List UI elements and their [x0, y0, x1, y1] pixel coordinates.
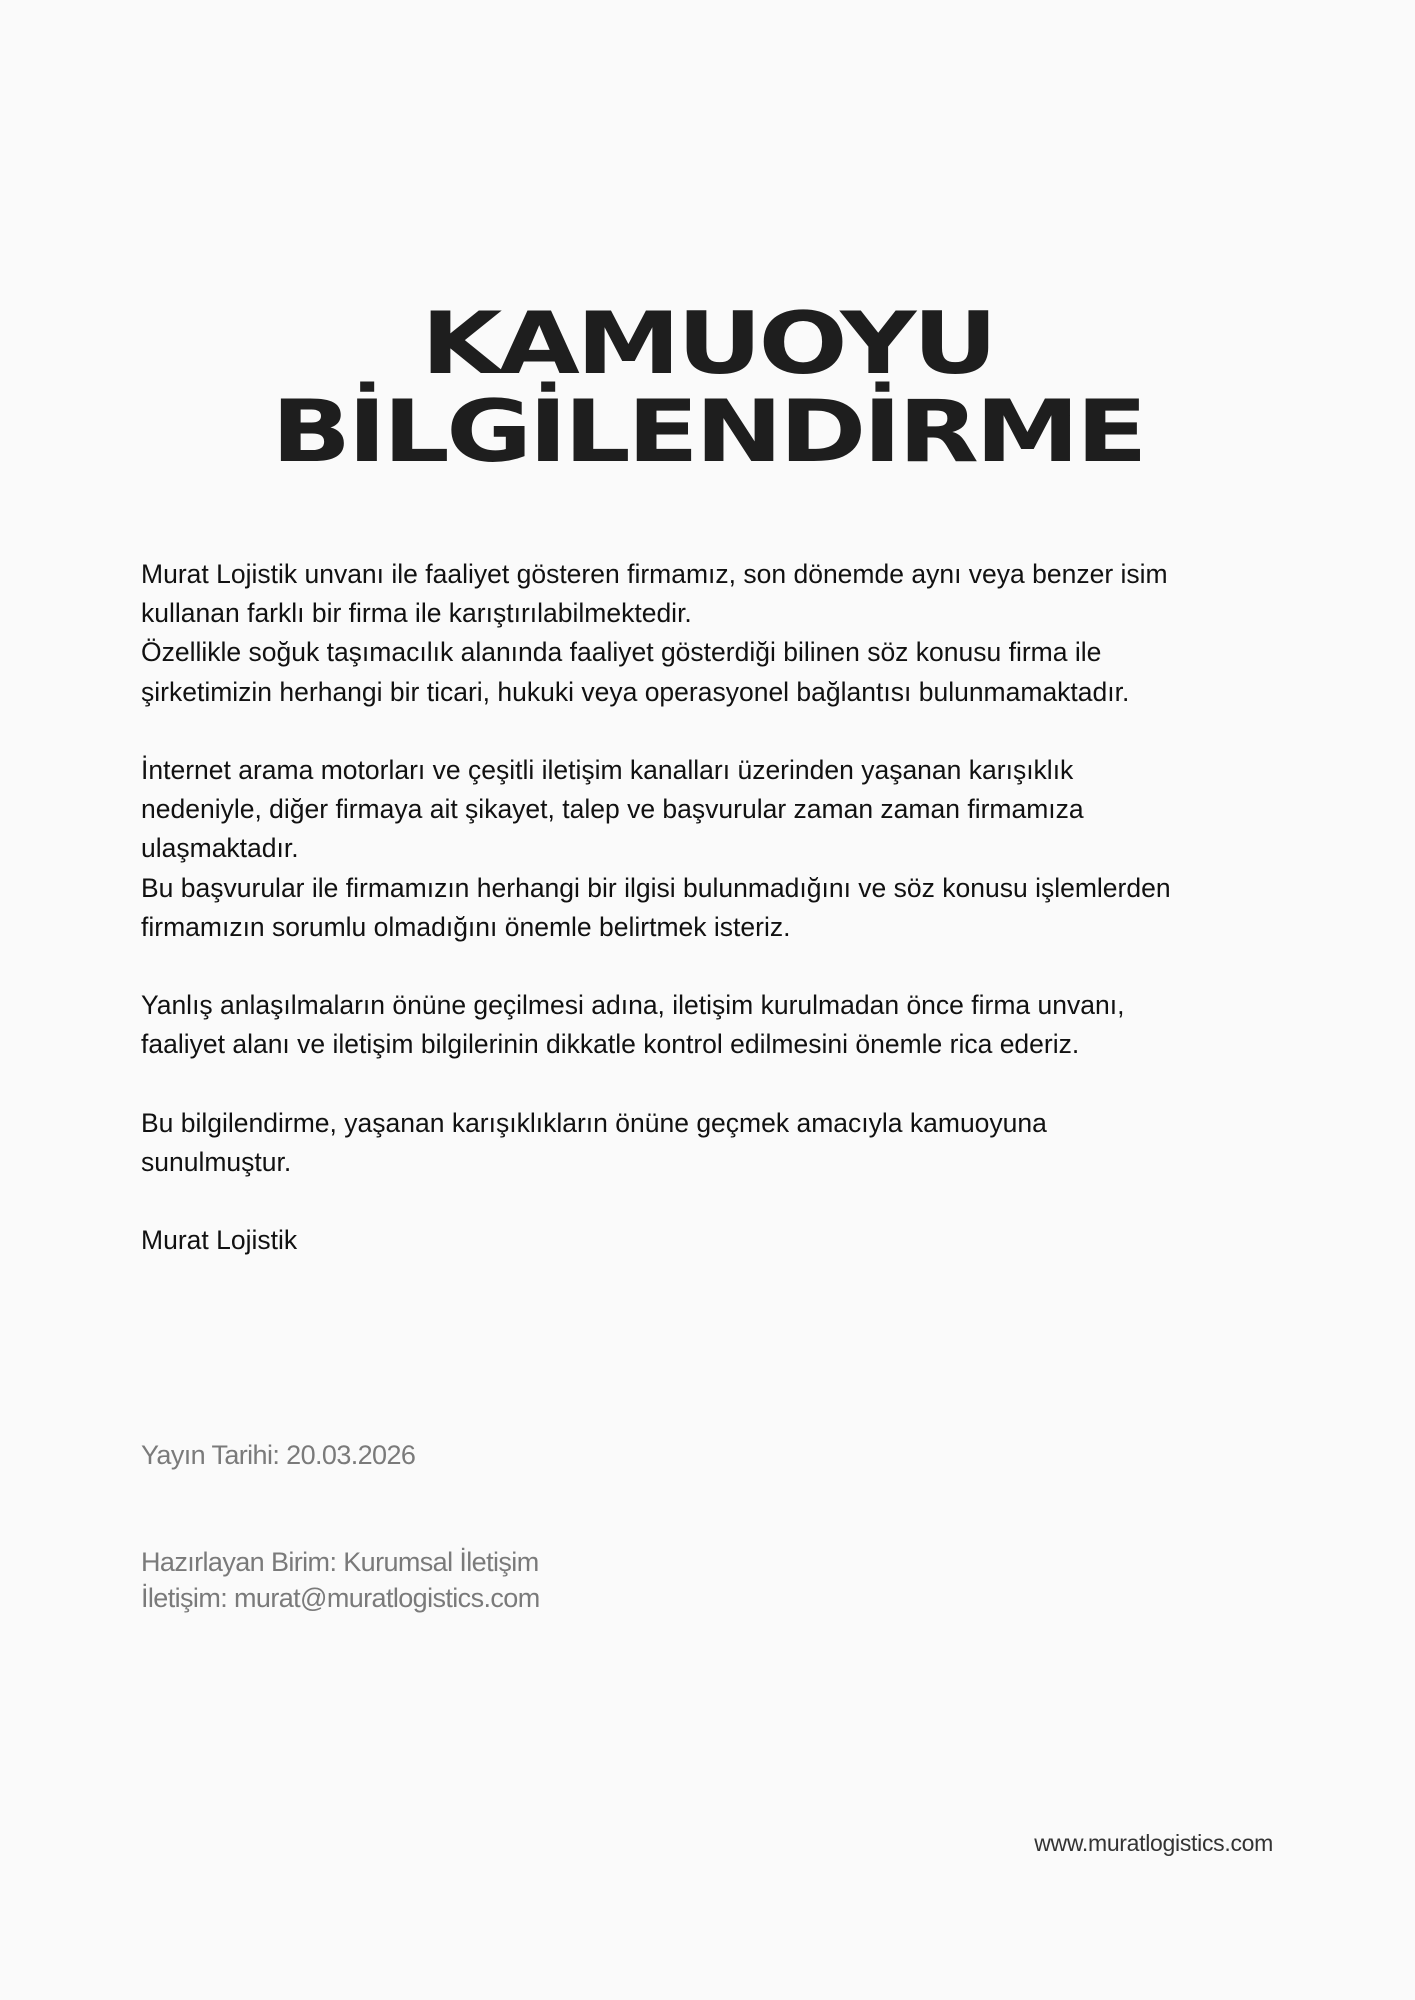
title-line-2: BİLGİLENDİRME	[271, 382, 1144, 482]
paragraph-line: Murat Lojistik unvanı ile faaliyet gösteren firmamız, son dönemde aynı veya benzer isim	[141, 559, 1168, 589]
paragraph-line: nedeniyle, diğer firmaya ait şikayet, talep ve başvurular zaman zaman firmamıza	[141, 794, 1084, 825]
document-body	[141, 555, 1291, 1300]
paragraph-line: Bu başvurular ile firmamızın herhangi bir ilgisi bulunmadığını ve söz konusu işlemlerden	[141, 872, 1171, 903]
paragraph-line: kullanan farklı bir firma ile karıştırılabilmektedir.	[141, 598, 692, 629]
contact-block	[141, 1544, 841, 1616]
paragraph-line: Yanlış anlaşılmaların önüne geçilmesi adına, iletişim kurulmadan önce firma unvanı,	[141, 990, 1125, 1021]
paragraph-line: ulaşmaktadır.	[141, 833, 299, 864]
paragraph-2	[141, 751, 1291, 947]
signature: Murat Lojistik	[141, 1225, 298, 1256]
paragraph-4	[141, 1104, 1291, 1182]
paragraph-line: firmamızın sorumlu olmadığını önemle belirtmek isteriz.	[141, 911, 791, 942]
website-link: www.muratlogistics.com	[1034, 1830, 1273, 1856]
paragraph-1	[141, 555, 1291, 712]
title-line-1: KAMUOYU	[421, 294, 995, 394]
paragraph-line: Özellikle soğuk taşımacılık alanında faaliyet gösterdiği bilinen söz konusu firma ile	[141, 637, 1102, 668]
publish-date: Yayın Tarihi: 20.03.2026	[141, 1440, 416, 1470]
department-label: Hazırlayan Birim: Kurumsal İletişim	[141, 1547, 539, 1577]
document-title	[0, 294, 1415, 482]
paragraph-line: İnternet arama motorları ve çeşitli iletişim kanalları üzerinden yaşanan karışıklık	[141, 755, 1074, 785]
paragraph-line: şirketimizin herhangi bir ticari, hukuki veya operasyonel bağlantısı bulunmamaktadır.	[141, 676, 1130, 707]
paragraph-line: faaliyet alanı ve iletişim bilgilerinin dikkatle kontrol edilmesini önemle rica ederiz.	[141, 1029, 1080, 1060]
paragraph-line: Bu bilgilendirme, yaşanan karışıklıkların önüne geçmek amacıyla kamuoyuna	[141, 1107, 1047, 1138]
paragraph-line: sunulmuştur.	[141, 1147, 292, 1177]
paragraph-3	[141, 986, 1291, 1064]
contact-email: İletişim: murat@muratlogistics.com	[141, 1583, 540, 1613]
